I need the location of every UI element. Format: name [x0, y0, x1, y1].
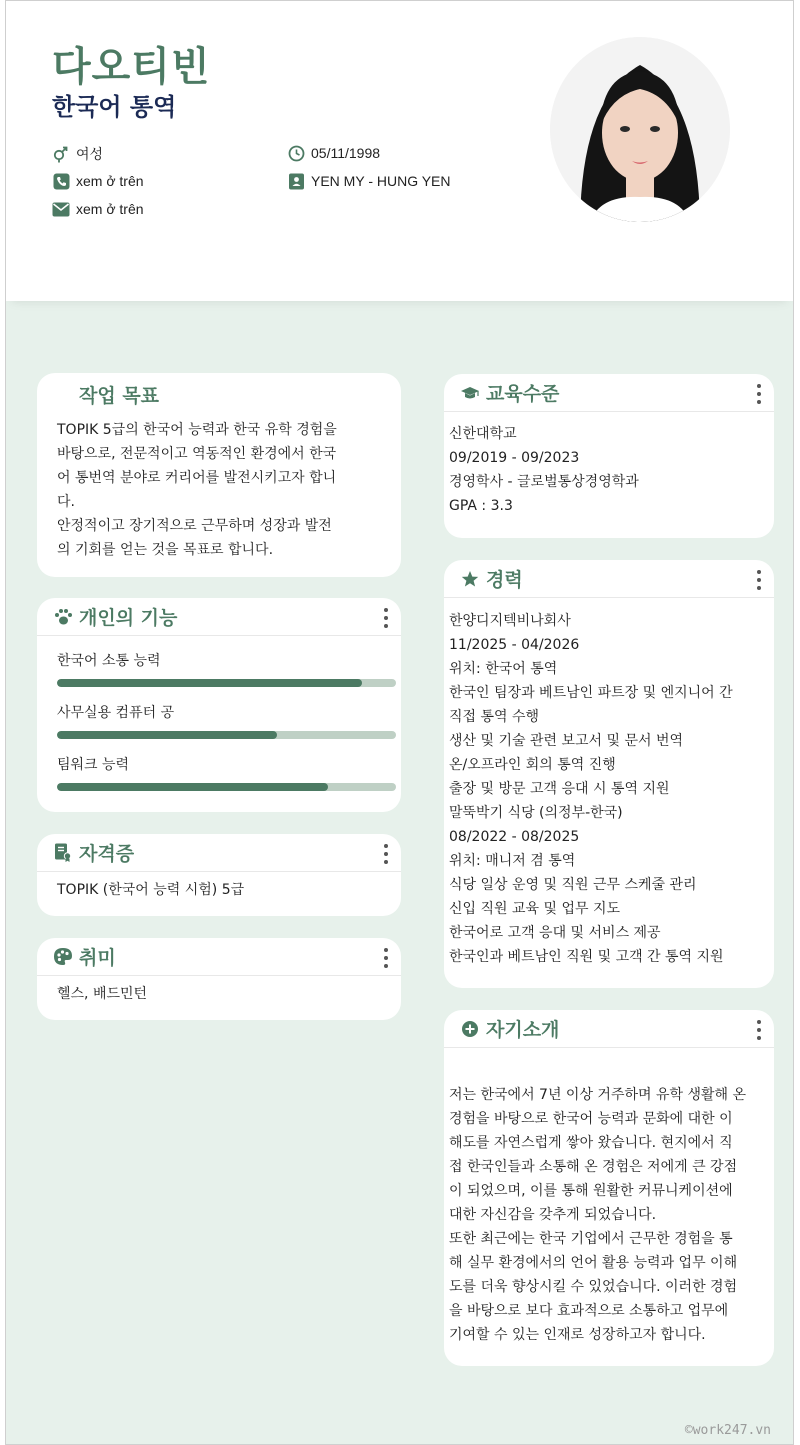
intro-line: 도를 더욱 향상시킬 수 있었습니다. 이러한 경험 — [449, 1279, 738, 1295]
clock-icon — [287, 144, 305, 162]
intro-line: 저는 한국에서 7년 이상 거주하며 유학 생활해 온 — [449, 1087, 747, 1103]
experience-line: 생산 및 기술 관련 보고서 및 문서 번역 — [449, 733, 684, 749]
intro-line: 이 되었으며, 이를 통해 원활한 커뮤니케이션에 — [449, 1183, 733, 1199]
certificates-header — [37, 834, 401, 872]
cv-page — [5, 0, 794, 1445]
experience-line: 온/오프라인 회의 통역 진행 — [449, 757, 616, 773]
skill-bar-fill — [57, 783, 328, 791]
certificates-text: TOPIK (한국어 능력 시험) 5급 — [57, 882, 245, 898]
objective-line: 어 통번역 분야로 커리어를 발전시키고자 합니 — [57, 470, 337, 486]
experience-title: 경력 — [486, 569, 523, 591]
skill-name: 팀워크 능력 — [57, 757, 130, 773]
education-line: 09/2019 - 09/2023 — [449, 450, 580, 466]
experience-menu-icon[interactable] — [756, 570, 762, 590]
birthday-row — [287, 144, 380, 162]
intro-line: 접 한국인들과 소통해 온 경험은 저에게 큰 강점 — [449, 1159, 738, 1175]
graduation-cap-icon — [460, 383, 480, 403]
intro-line: 또한 최근에는 한국 기업에서 근무한 경험을 통 — [449, 1231, 733, 1247]
address-row — [287, 172, 451, 190]
education-line: GPA : 3.3 — [449, 498, 513, 514]
experience-line: 직접 통역 수행 — [449, 709, 540, 725]
education-line: 경영학사 - 글로벌통상경영학과 — [449, 474, 639, 490]
education-header — [444, 374, 774, 412]
skill-bar — [57, 731, 396, 739]
skills-list — [57, 650, 396, 791]
experience-header — [444, 560, 774, 598]
hobbies-card — [37, 938, 401, 1020]
education-menu-icon[interactable] — [756, 384, 762, 404]
intro-line: 해도를 자연스럽게 쌓아 왔습니다. 현지에서 직 — [449, 1135, 733, 1151]
experience-text — [449, 609, 773, 969]
experience-card — [444, 560, 774, 988]
hobbies-menu-icon[interactable] — [383, 948, 389, 968]
certificates-card — [37, 834, 401, 916]
skill-name: 사무실용 컴퓨터 공 — [57, 705, 175, 721]
birthday-text: 05/11/1998 — [311, 145, 381, 161]
experience-line: 한국어로 고객 응대 및 서비스 제공 — [449, 925, 661, 941]
gender-text: 여성 — [76, 146, 104, 162]
intro-line: 해 실무 환경에서의 언어 활용 능력과 업무 이해 — [449, 1255, 738, 1271]
plus-circle-icon — [460, 1019, 480, 1039]
skills-menu-icon[interactable] — [383, 608, 389, 628]
intro-line: 을 바탕으로 보다 효과적으로 소통하고 업무에 — [449, 1303, 729, 1319]
experience-line: 08/2022 - 08/2025 — [449, 829, 580, 845]
objective-card — [37, 373, 401, 577]
experience-line: 출장 및 방문 고객 응대 시 통역 지원 — [449, 781, 670, 797]
phone-row — [52, 172, 144, 190]
intro-line: 대한 자신감을 갖추게 되었습니다. — [449, 1207, 657, 1223]
intro-title: 자기소개 — [486, 1019, 560, 1041]
intro-text — [449, 1083, 773, 1347]
skill-bar-fill — [57, 731, 277, 739]
email-row — [52, 200, 144, 218]
mail-icon — [52, 200, 70, 218]
certificate-icon — [53, 843, 73, 863]
education-text — [449, 422, 769, 518]
skills-header — [37, 598, 401, 636]
intro-header — [444, 1010, 774, 1048]
objective-line: 바탕으로, 전문적이고 역동적인 환경에서 한국 — [57, 446, 337, 462]
cv-header — [6, 1, 793, 301]
candidate-name: 다오티빈 — [52, 44, 211, 90]
objective-line: 의 기회를 얻는 것을 목표로 합니다. — [57, 542, 274, 558]
intro-line: 경험을 바탕으로 한국어 능력과 문화에 대한 이 — [449, 1111, 733, 1127]
objective-line: 안정적이고 장기적으로 근무하며 성장과 발전 — [57, 518, 332, 534]
experience-line: 위치: 매니저 겸 통역 — [449, 853, 576, 869]
experience-line: 위치: 한국어 통역 — [449, 661, 558, 677]
objective-title: 작업 목표 — [79, 385, 160, 407]
objective-line: 다. — [57, 494, 75, 510]
paw-icon — [53, 607, 73, 627]
certificates-menu-icon[interactable] — [383, 844, 389, 864]
intro-menu-icon[interactable] — [756, 1020, 762, 1040]
experience-line: 식당 일상 운영 및 직원 근무 스케줄 관리 — [449, 877, 697, 893]
gender-row — [52, 144, 103, 164]
skills-title: 개인의 기능 — [79, 607, 178, 629]
hobbies-title: 취미 — [79, 947, 116, 969]
intro-card — [444, 1010, 774, 1366]
skills-card — [37, 598, 401, 812]
watermark: ©work247.vn — [684, 1423, 771, 1438]
email-text: xem ở trên — [76, 201, 144, 217]
objective-text — [57, 418, 387, 562]
experience-line: 신입 직원 교육 및 업무 지도 — [449, 901, 621, 917]
address-text: YEN MY - HUNG YEN — [311, 173, 451, 189]
contact-card-icon — [287, 172, 305, 190]
skill-bar-fill — [57, 679, 362, 687]
palette-icon — [53, 947, 73, 967]
skill-name: 한국어 소통 능력 — [57, 653, 161, 669]
education-line: 신한대학교 — [449, 426, 517, 442]
experience-line: 말뚝박기 식당 (의정부-한국) — [449, 805, 623, 821]
experience-line: 한국인과 베트남인 직원 및 고객 간 통역 지원 — [449, 949, 724, 965]
skill-bar — [57, 679, 396, 687]
phone-text: xem ở trên — [76, 173, 144, 189]
intro-line: 기여할 수 있는 인재로 성장하고자 합니다. — [449, 1327, 706, 1343]
star-icon — [460, 569, 480, 589]
hobbies-header — [37, 938, 401, 976]
certificates-title: 자격증 — [79, 843, 135, 865]
gender-icon — [52, 145, 70, 163]
objective-line: TOPIK 5급의 한국어 능력과 한국 유학 경험을 — [57, 422, 337, 438]
phone-icon — [52, 172, 70, 190]
education-card — [444, 374, 774, 538]
experience-line: 11/2025 - 04/2026 — [449, 637, 580, 653]
hobbies-text: 헬스, 배드민턴 — [57, 986, 148, 1002]
experience-line: 한국인 팀장과 베트남인 파트장 및 엔지니어 간 — [449, 685, 733, 701]
skill-bar — [57, 783, 396, 791]
profile-photo — [550, 37, 730, 222]
candidate-role: 한국어 통역 — [52, 93, 177, 121]
education-title: 교육수준 — [486, 383, 560, 405]
experience-line: 한양디지텍비나회사 — [449, 613, 571, 629]
